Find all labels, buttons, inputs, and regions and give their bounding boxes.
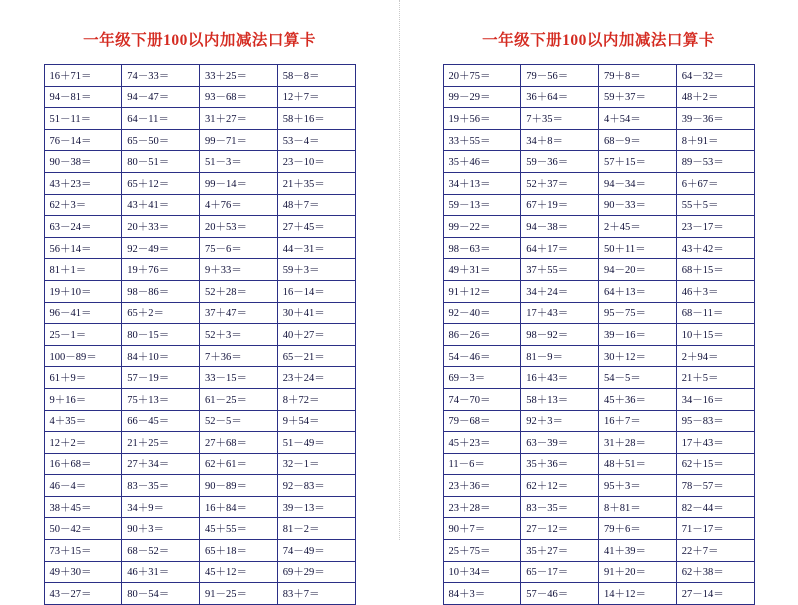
problem-cell[interactable]: 68＋15＝ [676, 259, 754, 281]
problem-cell[interactable]: 74－33＝ [122, 65, 200, 87]
problem-cell[interactable]: 45＋55＝ [200, 518, 278, 540]
problem-cell[interactable]: 25－1＝ [44, 324, 122, 346]
table-row [44, 172, 355, 194]
problem-cell[interactable]: 21＋5＝ [676, 367, 754, 389]
problem-cell[interactable]: 65＋12＝ [122, 172, 200, 194]
problem-cell[interactable]: 71－17＝ [676, 518, 754, 540]
problem-cell[interactable]: 9＋54＝ [277, 410, 355, 432]
problem-cell[interactable]: 20＋75＝ [443, 65, 521, 87]
problem-cell[interactable]: 56＋14＝ [44, 237, 122, 259]
problem-cell[interactable]: 27－14＝ [676, 583, 754, 605]
problem-cell[interactable]: 62＋15＝ [676, 453, 754, 475]
problem-cell[interactable]: 65－21＝ [277, 345, 355, 367]
table-row [44, 216, 355, 238]
table-row [44, 453, 355, 475]
problem-grid-left [44, 64, 356, 605]
problem-cell[interactable]: 68－9＝ [599, 129, 677, 151]
table-row [443, 345, 754, 367]
problem-cell[interactable]: 48＋51＝ [599, 453, 677, 475]
problem-cell[interactable]: 23＋24＝ [277, 367, 355, 389]
problem-cell[interactable]: 90－89＝ [200, 475, 278, 497]
problem-cell[interactable]: 27＋68＝ [200, 432, 278, 454]
problem-cell[interactable]: 65＋2＝ [122, 302, 200, 324]
problem-cell[interactable]: 68－11＝ [676, 302, 754, 324]
problem-cell[interactable]: 63－24＝ [44, 216, 122, 238]
problem-cell[interactable]: 43＋42＝ [676, 237, 754, 259]
problem-cell[interactable]: 34＋8＝ [521, 129, 599, 151]
problem-cell[interactable]: 79－56＝ [521, 65, 599, 87]
table-row [443, 453, 754, 475]
problem-cell[interactable]: 53－4＝ [277, 129, 355, 151]
table-row [443, 216, 754, 238]
problem-cell[interactable]: 66－45＝ [122, 410, 200, 432]
problem-cell[interactable]: 83＋7＝ [277, 583, 355, 605]
problem-cell[interactable]: 50－42＝ [44, 518, 122, 540]
problem-cell[interactable]: 99－29＝ [443, 86, 521, 108]
table-row [443, 561, 754, 583]
problem-cell[interactable]: 44－31＝ [277, 237, 355, 259]
problem-cell[interactable]: 7＋36＝ [200, 345, 278, 367]
table-row [44, 194, 355, 216]
problem-cell[interactable]: 64＋17＝ [521, 237, 599, 259]
problem-cell[interactable]: 23－10＝ [277, 151, 355, 173]
problem-cell[interactable]: 59－13＝ [443, 194, 521, 216]
problem-cell[interactable]: 16＋68＝ [44, 453, 122, 475]
problem-cell[interactable]: 31＋27＝ [200, 108, 278, 130]
problem-cell[interactable]: 9＋16＝ [44, 388, 122, 410]
problem-cell[interactable]: 89－53＝ [676, 151, 754, 173]
problem-cell[interactable]: 81－2＝ [277, 518, 355, 540]
table-row [44, 280, 355, 302]
problem-cell[interactable]: 48＋2＝ [676, 86, 754, 108]
problem-cell[interactable]: 92＋3＝ [521, 410, 599, 432]
problem-cell[interactable]: 94－47＝ [122, 86, 200, 108]
problem-cell[interactable]: 16＋84＝ [200, 496, 278, 518]
table-row [44, 367, 355, 389]
problem-cell[interactable]: 16＋71＝ [44, 65, 122, 87]
table-row [443, 540, 754, 562]
problem-cell[interactable]: 58－8＝ [277, 65, 355, 87]
problem-cell[interactable]: 80－15＝ [122, 324, 200, 346]
problem-cell[interactable]: 46＋3＝ [676, 280, 754, 302]
problem-cell[interactable]: 90－33＝ [599, 194, 677, 216]
table-row [44, 496, 355, 518]
problem-cell[interactable]: 90＋7＝ [443, 518, 521, 540]
problem-cell[interactable]: 11－6＝ [443, 453, 521, 475]
problem-cell[interactable]: 20＋53＝ [200, 216, 278, 238]
problem-cell[interactable]: 80－54＝ [122, 583, 200, 605]
problem-cell[interactable]: 45＋23＝ [443, 432, 521, 454]
problem-cell[interactable]: 43＋41＝ [122, 194, 200, 216]
table-row [44, 518, 355, 540]
problem-cell[interactable]: 94－38＝ [521, 216, 599, 238]
table-row [44, 345, 355, 367]
problem-cell[interactable]: 75－6＝ [200, 237, 278, 259]
problem-cell[interactable]: 84＋10＝ [122, 345, 200, 367]
problem-cell[interactable]: 81＋1＝ [44, 259, 122, 281]
problem-grid-right [443, 64, 755, 605]
problem-cell[interactable]: 64＋13＝ [599, 280, 677, 302]
problem-cell[interactable]: 91＋12＝ [443, 280, 521, 302]
problem-cell[interactable]: 96－41＝ [44, 302, 122, 324]
problem-cell[interactable]: 4＋76＝ [200, 194, 278, 216]
problem-cell[interactable]: 19＋56＝ [443, 108, 521, 130]
table-row [44, 432, 355, 454]
problem-cell[interactable]: 90＋3＝ [122, 518, 200, 540]
problem-cell[interactable]: 34－16＝ [676, 388, 754, 410]
problem-cell[interactable]: 80－51＝ [122, 151, 200, 173]
problem-cell[interactable]: 69－3＝ [443, 367, 521, 389]
table-row [443, 172, 754, 194]
table-row [443, 324, 754, 346]
problem-cell[interactable]: 74－49＝ [277, 540, 355, 562]
problem-cell[interactable]: 14＋12＝ [599, 583, 677, 605]
table-row [44, 540, 355, 562]
table-row [443, 151, 754, 173]
problem-cell[interactable]: 65－17＝ [521, 561, 599, 583]
table-row [443, 475, 754, 497]
problem-cell[interactable]: 17＋43＝ [676, 432, 754, 454]
problem-cell[interactable]: 6＋67＝ [676, 172, 754, 194]
problem-cell[interactable]: 62＋12＝ [521, 475, 599, 497]
problem-cell[interactable]: 67＋19＝ [521, 194, 599, 216]
problem-cell[interactable]: 51－49＝ [277, 432, 355, 454]
problem-cell[interactable]: 33＋55＝ [443, 129, 521, 151]
problem-cell[interactable]: 62＋38＝ [676, 561, 754, 583]
table-row [44, 583, 355, 605]
table-row [44, 86, 355, 108]
table-row [443, 410, 754, 432]
problem-cell[interactable]: 23＋28＝ [443, 496, 521, 518]
problem-cell[interactable]: 37＋47＝ [200, 302, 278, 324]
problem-cell[interactable]: 8＋91＝ [676, 129, 754, 151]
problem-cell[interactable]: 99－71＝ [200, 129, 278, 151]
problem-cell[interactable]: 59＋37＝ [599, 86, 677, 108]
table-row [44, 302, 355, 324]
table-row [443, 388, 754, 410]
problem-cell[interactable]: 55＋5＝ [676, 194, 754, 216]
problem-cell[interactable]: 33＋25＝ [200, 65, 278, 87]
worksheet-sheet-right [399, 0, 798, 601]
table-row [443, 518, 754, 540]
problem-cell[interactable]: 12＋7＝ [277, 86, 355, 108]
problem-cell[interactable]: 69＋29＝ [277, 561, 355, 583]
problem-cell[interactable]: 8＋81＝ [599, 496, 677, 518]
problem-cell[interactable]: 4＋54＝ [599, 108, 677, 130]
problem-cell[interactable]: 92－49＝ [122, 237, 200, 259]
problem-cell[interactable]: 19＋76＝ [122, 259, 200, 281]
problem-cell[interactable]: 84＋3＝ [443, 583, 521, 605]
problem-cell[interactable]: 99－22＝ [443, 216, 521, 238]
table-row [44, 259, 355, 281]
problem-cell[interactable]: 4＋35＝ [44, 410, 122, 432]
problem-cell[interactable]: 17＋43＝ [521, 302, 599, 324]
problem-cell[interactable]: 57－19＝ [122, 367, 200, 389]
problem-cell[interactable]: 49＋31＝ [443, 259, 521, 281]
problem-cell[interactable]: 54－5＝ [599, 367, 677, 389]
table-row [44, 65, 355, 87]
problem-cell[interactable]: 94－81＝ [44, 86, 122, 108]
problem-cell[interactable]: 35＋36＝ [521, 453, 599, 475]
problem-cell[interactable]: 51－3＝ [200, 151, 278, 173]
problem-cell[interactable]: 43－27＝ [44, 583, 122, 605]
problem-grid-left-body [44, 65, 355, 605]
problem-cell[interactable]: 35＋46＝ [443, 151, 521, 173]
problem-cell[interactable]: 27＋34＝ [122, 453, 200, 475]
problem-cell[interactable]: 58＋16＝ [277, 108, 355, 130]
problem-cell[interactable]: 34＋9＝ [122, 496, 200, 518]
problem-cell[interactable]: 65＋18＝ [200, 540, 278, 562]
problem-cell[interactable]: 57－46＝ [521, 583, 599, 605]
table-row [44, 237, 355, 259]
problem-cell[interactable]: 58＋13＝ [521, 388, 599, 410]
problem-cell[interactable]: 12＋2＝ [44, 432, 122, 454]
problem-cell[interactable]: 73＋15＝ [44, 540, 122, 562]
page-title-right: 一年级下册100以内加减法口算卡 [482, 32, 715, 49]
problem-cell[interactable]: 21＋35＝ [277, 172, 355, 194]
problem-cell[interactable]: 36＋64＝ [521, 86, 599, 108]
problem-cell[interactable]: 79－68＝ [443, 410, 521, 432]
problem-cell[interactable]: 64－32＝ [676, 65, 754, 87]
problem-cell[interactable]: 10＋15＝ [676, 324, 754, 346]
problem-cell[interactable]: 98－92＝ [521, 324, 599, 346]
problem-cell[interactable]: 23－17＝ [676, 216, 754, 238]
problem-cell[interactable]: 10＋34＝ [443, 561, 521, 583]
problem-cell[interactable]: 30＋12＝ [599, 345, 677, 367]
problem-cell[interactable]: 52＋3＝ [200, 324, 278, 346]
problem-cell[interactable]: 39－16＝ [599, 324, 677, 346]
problem-cell[interactable]: 7＋35＝ [521, 108, 599, 130]
problem-cell[interactable]: 99－14＝ [200, 172, 278, 194]
table-row [44, 475, 355, 497]
problem-cell[interactable]: 49＋30＝ [44, 561, 122, 583]
problem-cell[interactable]: 95－83＝ [676, 410, 754, 432]
table-row [443, 259, 754, 281]
problem-cell[interactable]: 79＋8＝ [599, 65, 677, 87]
problem-cell[interactable]: 33－15＝ [200, 367, 278, 389]
problem-cell[interactable]: 16＋43＝ [521, 367, 599, 389]
problem-cell[interactable]: 98－63＝ [443, 237, 521, 259]
table-row [443, 129, 754, 151]
problem-cell[interactable]: 46－4＝ [44, 475, 122, 497]
problem-cell[interactable]: 82－44＝ [676, 496, 754, 518]
problem-cell[interactable]: 52－5＝ [200, 410, 278, 432]
table-row [44, 151, 355, 173]
problem-cell[interactable]: 63－39＝ [521, 432, 599, 454]
problem-cell[interactable]: 92－40＝ [443, 302, 521, 324]
problem-cell[interactable]: 38＋45＝ [44, 496, 122, 518]
problem-cell[interactable]: 39－36＝ [676, 108, 754, 130]
problem-cell[interactable]: 54－46＝ [443, 345, 521, 367]
table-row [443, 108, 754, 130]
page-title: 一年级下册100以内加减法口算卡 [83, 32, 316, 49]
problem-cell[interactable]: 45＋36＝ [599, 388, 677, 410]
problem-cell[interactable]: 91＋20＝ [599, 561, 677, 583]
problem-cell[interactable]: 92－83＝ [277, 475, 355, 497]
problem-cell[interactable]: 90－38＝ [44, 151, 122, 173]
table-row [44, 108, 355, 130]
table-row [443, 302, 754, 324]
problem-cell[interactable]: 59－36＝ [521, 151, 599, 173]
problem-cell[interactable]: 83－35＝ [122, 475, 200, 497]
problem-cell[interactable]: 43＋23＝ [44, 172, 122, 194]
problem-cell[interactable]: 59＋3＝ [277, 259, 355, 281]
problem-cell[interactable]: 68－52＝ [122, 540, 200, 562]
problem-cell[interactable]: 25＋75＝ [443, 540, 521, 562]
problem-cell[interactable]: 65－50＝ [122, 129, 200, 151]
problem-cell[interactable]: 100－89＝ [44, 345, 122, 367]
problem-cell[interactable]: 48＋7＝ [277, 194, 355, 216]
problem-cell[interactable]: 81－9＝ [521, 345, 599, 367]
table-row [443, 432, 754, 454]
table-row [44, 410, 355, 432]
problem-cell[interactable]: 27－12＝ [521, 518, 599, 540]
problem-cell[interactable]: 39－13＝ [277, 496, 355, 518]
table-row [443, 496, 754, 518]
table-row [44, 388, 355, 410]
problem-cell[interactable]: 61＋9＝ [44, 367, 122, 389]
worksheet-sheet-left [0, 0, 399, 601]
problem-cell[interactable]: 64－11＝ [122, 108, 200, 130]
problem-cell[interactable]: 9＋33＝ [200, 259, 278, 281]
table-row [443, 86, 754, 108]
problem-cell[interactable]: 8＋72＝ [277, 388, 355, 410]
table-row [443, 65, 754, 87]
problem-cell[interactable]: 41＋39＝ [599, 540, 677, 562]
problem-cell[interactable]: 45＋12＝ [200, 561, 278, 583]
problem-cell[interactable]: 34＋24＝ [521, 280, 599, 302]
problem-cell[interactable]: 76－14＝ [44, 129, 122, 151]
problem-cell[interactable]: 50＋11＝ [599, 237, 677, 259]
problem-cell[interactable]: 2＋45＝ [599, 216, 677, 238]
problem-cell[interactable]: 52＋28＝ [200, 280, 278, 302]
problem-cell[interactable]: 21＋25＝ [122, 432, 200, 454]
problem-cell[interactable]: 95－75＝ [599, 302, 677, 324]
problem-cell[interactable]: 35＋27＝ [521, 540, 599, 562]
problem-cell[interactable]: 74－70＝ [443, 388, 521, 410]
problem-cell[interactable]: 30＋41＝ [277, 302, 355, 324]
problem-cell[interactable]: 20＋33＝ [122, 216, 200, 238]
problem-cell[interactable]: 22＋7＝ [676, 540, 754, 562]
problem-cell[interactable]: 62＋3＝ [44, 194, 122, 216]
problem-cell[interactable]: 23＋36＝ [443, 475, 521, 497]
table-row [443, 583, 754, 605]
problem-cell[interactable]: 61－25＝ [200, 388, 278, 410]
problem-cell[interactable]: 52＋37＝ [521, 172, 599, 194]
problem-cell[interactable]: 27＋45＝ [277, 216, 355, 238]
problem-cell[interactable]: 78－57＝ [676, 475, 754, 497]
problem-cell[interactable]: 79＋6＝ [599, 518, 677, 540]
problem-cell[interactable]: 40＋27＝ [277, 324, 355, 346]
problem-cell[interactable]: 94－34＝ [599, 172, 677, 194]
problem-cell[interactable]: 83－35＝ [521, 496, 599, 518]
problem-cell[interactable]: 91－25＝ [200, 583, 278, 605]
problem-cell[interactable]: 31＋28＝ [599, 432, 677, 454]
problem-cell[interactable]: 19＋10＝ [44, 280, 122, 302]
problem-cell[interactable]: 51－11＝ [44, 108, 122, 130]
table-row [443, 194, 754, 216]
problem-cell[interactable]: 16＋7＝ [599, 410, 677, 432]
problem-cell[interactable]: 86－26＝ [443, 324, 521, 346]
table-row [443, 367, 754, 389]
problem-cell[interactable]: 34＋13＝ [443, 172, 521, 194]
problem-cell[interactable]: 94－20＝ [599, 259, 677, 281]
problem-cell[interactable]: 75＋13＝ [122, 388, 200, 410]
table-row [44, 561, 355, 583]
problem-cell[interactable]: 16－14＝ [277, 280, 355, 302]
problem-cell[interactable]: 57＋15＝ [599, 151, 677, 173]
problem-cell[interactable]: 37＋55＝ [521, 259, 599, 281]
page-divider [399, 0, 400, 540]
problem-cell[interactable]: 98－86＝ [122, 280, 200, 302]
problem-cell[interactable]: 95＋3＝ [599, 475, 677, 497]
table-row [44, 324, 355, 346]
problem-cell[interactable]: 62＋61＝ [200, 453, 278, 475]
problem-cell[interactable]: 2＋94＝ [676, 345, 754, 367]
table-row [443, 280, 754, 302]
problem-cell[interactable]: 93－68＝ [200, 86, 278, 108]
table-row [443, 237, 754, 259]
problem-grid-right-body [443, 65, 754, 605]
table-row [44, 129, 355, 151]
problem-cell[interactable]: 46＋31＝ [122, 561, 200, 583]
problem-cell[interactable]: 32－1＝ [277, 453, 355, 475]
